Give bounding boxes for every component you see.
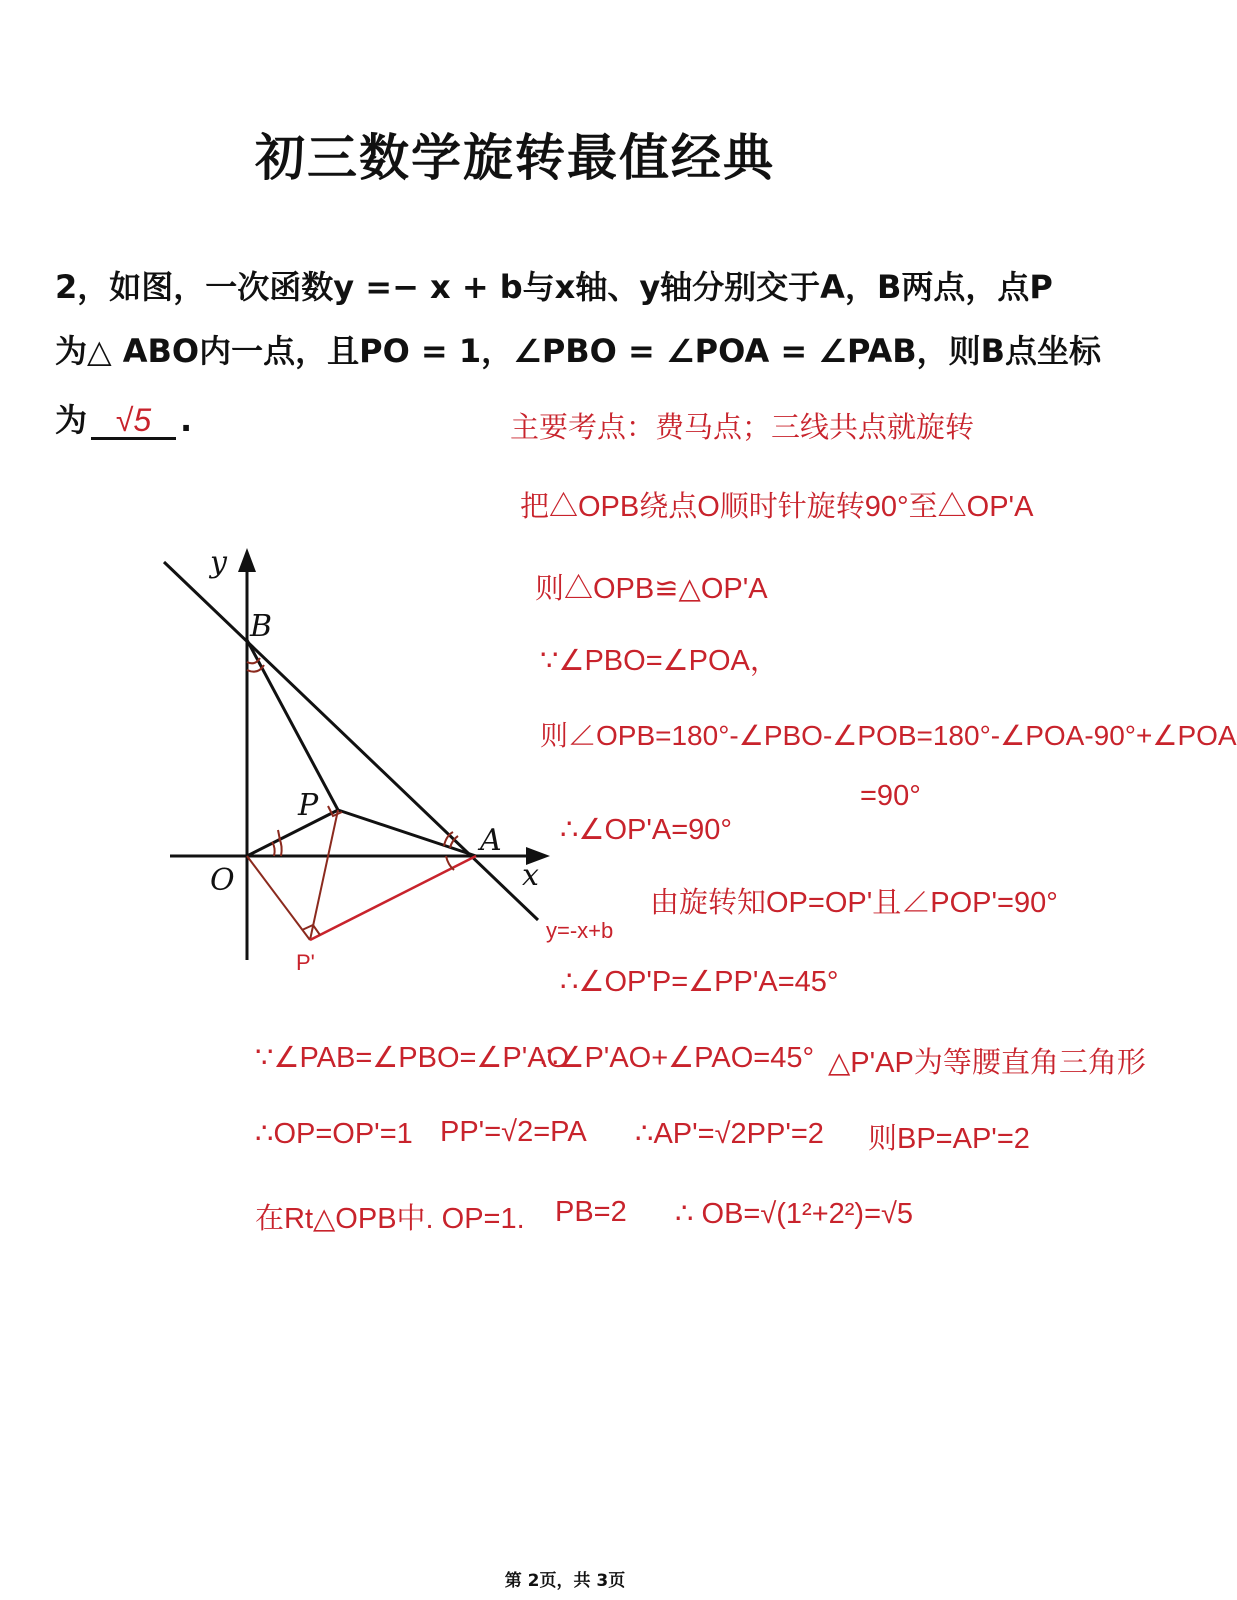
- note-ob-result: ∴ OB=√(1²+2²)=√5: [675, 1198, 914, 1230]
- label-A: A: [480, 823, 502, 858]
- note-congruent: 则△OPB≌△OP'A: [535, 573, 768, 605]
- segment-PA: [338, 810, 476, 856]
- label-B: B: [250, 609, 273, 644]
- note-op-prime-a: ∴∠OP'A=90°: [560, 814, 733, 846]
- note-rotation: 把△OPB绕点O顺时针旋转90°至△OP'A: [520, 491, 1034, 523]
- question-line-2: 为△ ABO内一点，且PO = 1，∠PBO = ∠POA = ∠PAB，则B点坐标: [55, 332, 1102, 370]
- label-x: x: [522, 858, 539, 893]
- page-title: 初三数学旋转最值经典: [255, 129, 775, 187]
- label-line-eq: y=-x+b: [546, 918, 614, 943]
- page-footer: 第 2页，共 3页: [504, 1571, 626, 1591]
- y-axis-arrow: [238, 548, 256, 572]
- note-sum-45: ∴∠P'AO+∠PAO=45°: [540, 1042, 815, 1074]
- label-P: P: [298, 788, 319, 823]
- label-y: y: [210, 545, 227, 580]
- question-line-3: [55, 395, 192, 441]
- note-pb-equal-2: PB=2: [555, 1196, 627, 1228]
- answer-blank: √5: [91, 403, 176, 440]
- note-op-equal-1: ∴OP=OP'=1: [255, 1118, 413, 1150]
- angle-arc-O-2: [279, 838, 282, 856]
- note-key-points: 主要考点：费马点；三线共点就旋转: [510, 412, 975, 444]
- note-angle-opb: 则∠OPB=180°-∠PBO-∠POB=180°-∠POA-90°+∠POA: [540, 720, 1237, 751]
- note-bp-equal: 则BP=AP'=2: [868, 1123, 1030, 1155]
- note-rt-triangle: 在Rt△OPB中. OP=1.: [255, 1203, 525, 1235]
- label-O: O: [210, 863, 235, 898]
- segment-OP: [247, 810, 338, 856]
- note-because-angles: ∵∠PBO=∠POA，: [540, 645, 779, 677]
- note-pp-prime: PP'=√2=PA: [440, 1116, 587, 1148]
- segment-BP: [247, 640, 338, 810]
- question-line-3-prefix: 为: [55, 401, 88, 439]
- note-ap-prime: ∴AP'=√2PP'=2: [635, 1118, 824, 1150]
- note-isosceles-right: △P'AP为等腰直角三角形: [828, 1047, 1146, 1079]
- geometry-figure: [150, 540, 614, 980]
- note-equals-90: =90°: [860, 780, 921, 812]
- segment-OP-prime: [247, 856, 310, 940]
- question-line-1: 2，如图，一次函数y =− x + b与x轴、y轴分别交于A，B两点，点P: [55, 268, 1053, 306]
- question-line-3-suffix: .: [180, 401, 193, 439]
- angle-arc-O: [272, 842, 275, 856]
- note-angle-equal: ∵∠PAB=∠PBO=∠P'AO: [255, 1042, 570, 1074]
- label-P-prime: P': [296, 950, 315, 975]
- segment-PP-prime: [310, 810, 338, 940]
- note-45-degrees: ∴∠OP'P=∠PP'A=45°: [560, 966, 839, 998]
- note-rotation-equal: 由旋转知OP=OP'且∠POP'=90°: [650, 887, 1058, 919]
